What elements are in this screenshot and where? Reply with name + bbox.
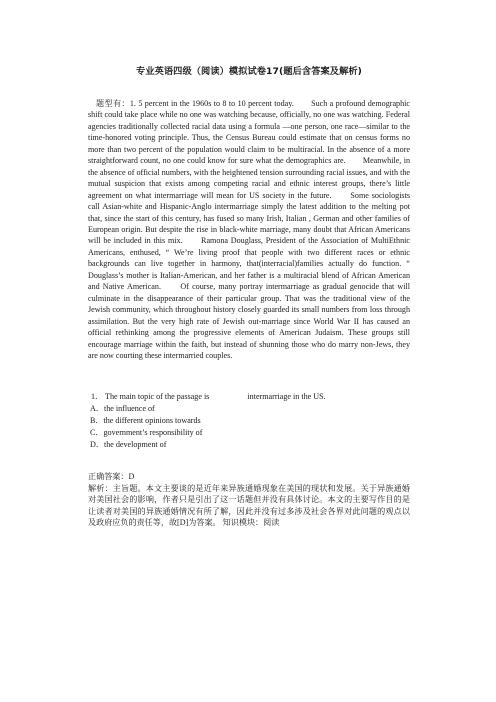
question-1 [88,391,410,450]
option-c: C．government’s responsibility of [90,427,203,437]
option-a: A．the influence of [90,404,155,414]
question-number: 1． [91,392,104,402]
answer-label: 正确答案： [88,472,129,482]
option-b: B．the different opinions towards [90,416,201,426]
document-page [88,66,410,529]
question-text-before: The main topic of the passage is [105,392,210,402]
option-d: D．the development of [90,439,167,449]
question-text-after: intermarriage in the US. [247,392,326,402]
correct-answer [88,471,410,482]
answer-section [88,471,410,528]
answer-analysis: 解析：主旨题。本文主要谈的是近年来异族通婚现象在美国的现状和发展。关于异族通婚对美国社会的影响，作者只是引出了这一话题但并没有具体讨论。本文的主要写作目的是让读者对美国的异族通婚情况有所了解，因此并没有过多涉及社会各界对此问题的观点以及政府应负的责任等，故[D]为答案。 知识模块：阅读 [88,483,410,528]
question-stem [88,391,410,403]
reading-passage: 题型有：1. 5 percent in the 1960s to 8 to 10 percent today. Such a profound demographic shift could take place while no one was watching because, officially, no one was watching. Federal agencies traditionally collected racial data using a formula —one person, one race—similar to the time-honored voting principle. Thus, the Census Bureau could estimate that on census forms no more than two percent of the population would claim to be multiracial. In the absence of a more straightforward count, no one could know for sure what the demographics are. Meanwhile, in the absence of official numbers, with the heightened tension surrounding racial issues, and with the mutual suspicion that exists among competing racial and ethnic interest groups, there’s little agreement on what intermarriage will mean for US society in the future. Some sociologists call Asian-white and Hispanic-Anglo intermarriage simply the latest addition to the melting pot that, since the start of this century, has fused so many Irish, Italian , German and other families of European origin. But despite the rise in black-white marriage, many doubt that African Americans will be included in this mix. Ramona Douglass, President of the Association of MultiEthnic Americans, enthused, “ We’re living proof that people with two different races or ethnic backgrounds can live together in harmony, that(interracial)families actually do function. “ Douglass’s mother is Italian-American, and her father is a multiracial blend of African American and Native American. Of course, many portray intermarriage as gradual genocide that will culminate in the disappearance of their particular group. That was the traditional view of the Jewish community, which throughout history closely guarded its small numbers from loss through assimilation. But the very high rate of Jewish out-marriage since World War II has caused an official rethinking among the progressive elements of American Judaism. These groups still encourage marriage within the faith, but instead of shunning those who do marry non-Jews, they are now courting these intermarried couples. [88,99,410,360]
document-title: 专业英语四级（阅读）模拟试卷17(题后含答案及解析) [136,66,362,77]
answer-value: D [128,472,135,482]
